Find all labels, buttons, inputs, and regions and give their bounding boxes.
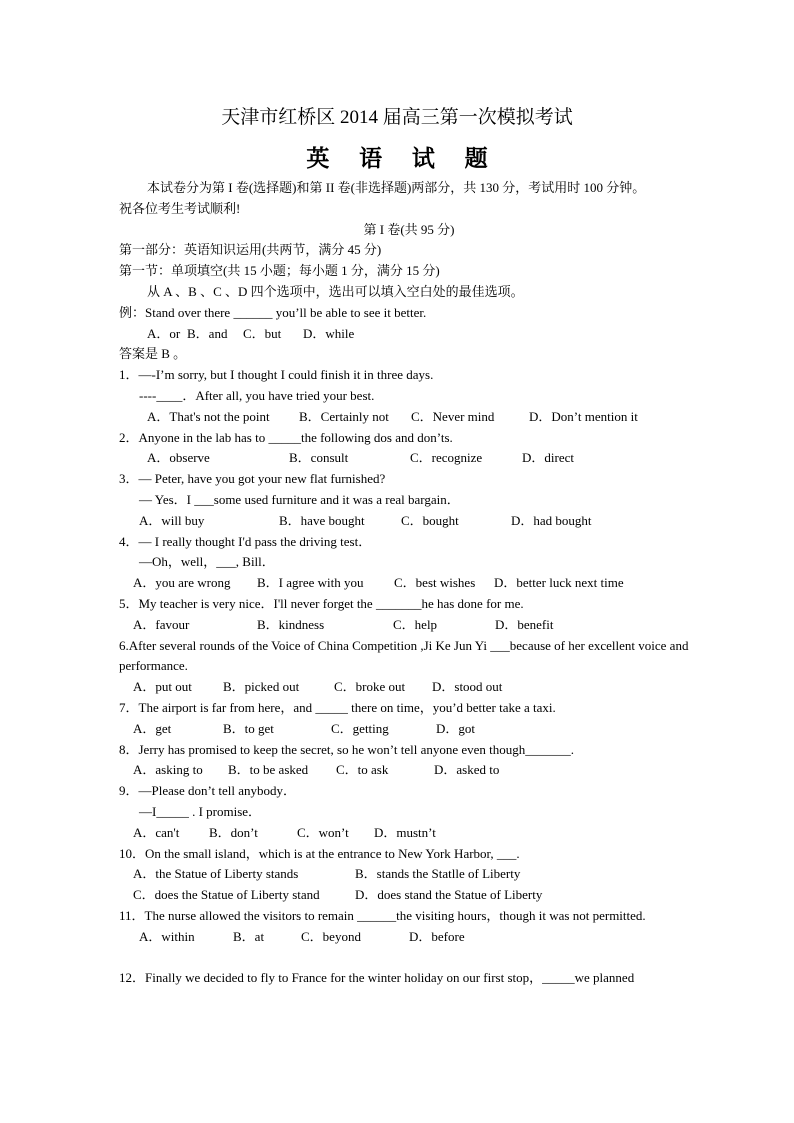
intro-line-1: 本试卷分为第 I 卷(选择题)和第 II 卷(非选择题)两部分，共 130 分，考试用时 100 分钟。 xyxy=(147,180,646,195)
option-d: D．direct xyxy=(522,450,574,466)
example-answer: 答案是 B 。 xyxy=(119,346,187,362)
question-4-line-2: —Oh，well，___, Bill． xyxy=(139,554,275,570)
option-d: D．stood out xyxy=(432,679,503,695)
option-a: A．favour xyxy=(133,616,190,632)
option-a: A．within xyxy=(139,928,195,944)
option-c: C．broke out xyxy=(334,679,406,695)
question-11: 11．The nurse allowed the visitors to remain ______the visiting hours，though it was not permitted. xyxy=(119,907,646,923)
option-c: C．help xyxy=(393,616,438,632)
question-1: 1．—-I’m sorry, but I thought I could finish it in three days. xyxy=(119,367,434,383)
question-10-options-row-2 xyxy=(119,885,699,906)
option-a: A．will buy xyxy=(139,512,205,528)
question-5-options xyxy=(119,615,699,636)
option-d: D．mustn’t xyxy=(374,824,436,840)
page-title: 天津市红桥区 2014 届高三第一次模拟考试 xyxy=(221,107,573,128)
option-a: A．observe xyxy=(147,450,210,466)
option-a: A．put out xyxy=(133,679,192,695)
option-b: B．to be asked xyxy=(228,762,309,778)
option-a: A．you are wrong xyxy=(133,575,231,591)
example-options xyxy=(119,324,699,345)
example-stem: 例：Stand over there ______ you’ll be able to see it better. xyxy=(119,304,427,320)
option-c: C．Never mind xyxy=(411,408,495,424)
option-b: B．have bought xyxy=(279,512,365,528)
intro-line-2: 祝各位考生考试顺利! xyxy=(119,200,241,216)
question-5: 5．My teacher is very nice．I'll never forget the _______he has done for me. xyxy=(119,595,524,611)
option-a: A．or xyxy=(147,325,181,341)
question-2: 2．Anyone in the lab has to _____the following dos and don’ts. xyxy=(119,429,453,445)
option-c: C．to ask xyxy=(336,762,389,778)
question-1-options xyxy=(119,407,699,428)
option-b: B．at xyxy=(233,928,265,944)
option-a: A．get xyxy=(133,720,172,736)
option-b: B．Certainly not xyxy=(299,408,389,424)
question-3-options xyxy=(119,511,699,532)
option-b: B．consult xyxy=(289,450,349,466)
part-heading: 第一部分：英语知识运用(共两节，满分 45 分) xyxy=(119,242,382,258)
page-subtitle: 英 语 试 题 xyxy=(306,146,500,171)
option-d: D．better luck next time xyxy=(494,575,624,591)
question-10-options-row-1 xyxy=(119,864,699,885)
option-c: C．recognize xyxy=(410,450,483,466)
section-heading: 第一节：单项填空(共 15 小题；每小题 1 分，满分 15 分) xyxy=(119,263,440,279)
spacer xyxy=(119,947,699,968)
option-c: C．best wishes xyxy=(394,575,476,591)
exam-content xyxy=(119,178,699,989)
option-b: B．stands the Statlle of Liberty xyxy=(355,866,521,882)
question-8-options xyxy=(119,760,699,781)
option-b: B．and xyxy=(187,325,228,341)
question-4: 4．— I really thought I'd pass the driving test． xyxy=(119,533,372,549)
question-6: 6.After several rounds of the Voice of China Competition ,Ji Ke Jun Yi ___because of her excellent voice and performance. xyxy=(119,637,689,674)
question-3-line-2: — Yes．I ___some used furniture and it was a real bargain． xyxy=(139,491,460,507)
question-7: 7．The airport is far from here，and _____ there on time，you’d better take a taxi. xyxy=(119,699,556,715)
option-c: C．beyond xyxy=(301,928,361,944)
question-2-options xyxy=(119,448,699,469)
option-b: B．I agree with you xyxy=(257,575,364,591)
option-b: B．to get xyxy=(223,720,274,736)
option-c: C．but xyxy=(243,325,282,341)
option-a: A．That's not the point xyxy=(147,408,270,424)
option-d: D．before xyxy=(409,928,465,944)
option-b: B．don’t xyxy=(209,824,258,840)
option-a: A．the Statue of Liberty stands xyxy=(133,866,299,882)
option-d: D．asked to xyxy=(434,762,500,778)
question-10: 10．On the small island，which is at the entrance to New York Harbor, ___. xyxy=(119,845,520,861)
option-d: D．while xyxy=(303,325,355,341)
option-a: A．can't xyxy=(133,824,180,840)
option-d: D．got xyxy=(436,720,476,736)
option-b: B．picked out xyxy=(223,679,300,695)
question-1-line-2: ----____．After all, you have tried your best. xyxy=(139,387,375,403)
volume-heading: 第 I 卷(共 95 分) xyxy=(363,221,455,237)
option-c: C．bought xyxy=(401,512,459,528)
question-6-options xyxy=(119,677,699,698)
option-d: D．Don’t mention it xyxy=(529,408,638,424)
option-c: C．does the Statue of Liberty stand xyxy=(133,887,320,903)
question-11-options xyxy=(119,927,699,948)
question-7-options xyxy=(119,719,699,740)
question-9-line-2: —I_____ . I promise． xyxy=(139,803,262,819)
option-c: C．getting xyxy=(331,720,389,736)
question-4-options xyxy=(119,573,699,594)
option-b: B．kindness xyxy=(257,616,325,632)
option-d: D．benefit xyxy=(495,616,554,632)
option-d: D．does stand the Statue of Liberty xyxy=(355,887,543,903)
question-9-options xyxy=(119,823,699,844)
question-9: 9．—Please don’t tell anybody． xyxy=(119,783,297,799)
option-a: A．asking to xyxy=(133,762,203,778)
option-d: D．had bought xyxy=(511,512,592,528)
question-12: 12．Finally we decided to fly to France for the winter holiday on our first stop，_____we planned xyxy=(119,970,635,986)
question-8: 8．Jerry has promised to keep the secret, so he won’t tell anyone even though_______. xyxy=(119,741,575,757)
question-3: 3．— Peter, have you got your new flat furnished? xyxy=(119,471,386,487)
instruction: 从 A 、B 、C 、D 四个选项中，选出可以填入空白处的最佳选项。 xyxy=(147,283,524,299)
option-c: C．won’t xyxy=(297,824,349,840)
